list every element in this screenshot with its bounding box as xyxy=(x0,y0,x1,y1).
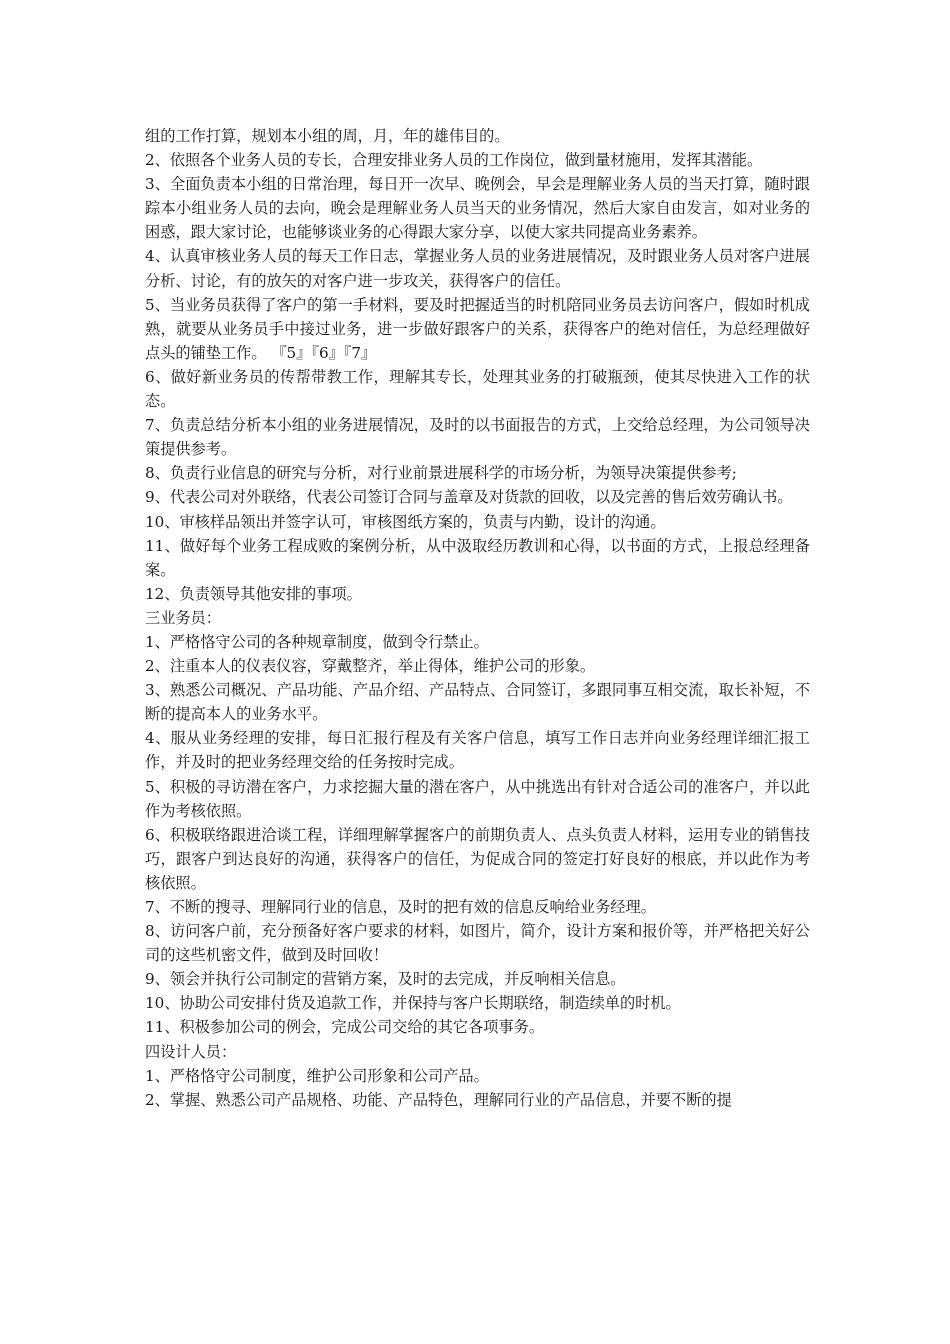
paragraph-9: 9、代表公司对外联络，代表公司签订合同与盖章及对货款的回收，以及完善的售后效劳确认书。 xyxy=(145,488,793,507)
paragraph-16: 3、熟悉公司概况、产品功能、产品介绍、产品特点、合同签订，多跟同事互相交流，取长补短，不断的提高本人的业务水平。 xyxy=(145,681,810,724)
section-heading-salesperson: 三业务员： xyxy=(145,608,221,627)
paragraph-27: 2、掌握、熟悉公司产品规格、功能、产品特色，理解同行业的产品信息，并要不断的提 xyxy=(145,1090,732,1109)
paragraph-26: 1、严格恪守公司制度，维护公司形象和公司产品。 xyxy=(145,1066,489,1085)
paragraph-12: 12、负责领导其他安排的事项。 xyxy=(145,584,362,603)
paragraph-6: 6、做好新业务员的传帮带教工作，理解其专长，处理其业务的打破瓶颈，使其尽快进入工作的状态。 xyxy=(145,367,810,411)
paragraph-17: 4、服从业务经理的安排，每日汇报行程及有关客户信息，填写工作日志并向业务经理详细汇报工作，并及时的把业务经理交给的任务按时完成。 xyxy=(145,729,810,772)
paragraph-8: 8、负责行业信息的研究与分析，对行业前景进展科学的市场分析，为领导决策提供参考; xyxy=(145,464,737,483)
paragraph-18: 5、积极的寻访潜在客户，力求挖掘大量的潜在客户，从中挑选出有针对合适公司的准客户，并以此作为考核依照。 xyxy=(145,777,810,820)
paragraph-22: 9、领会并执行公司制定的营销方案，及时的去完成，并反响相关信息。 xyxy=(145,970,626,989)
paragraph-14: 1、严格恪守公司的各种规章制度，做到令行禁止。 xyxy=(145,632,489,651)
paragraph-20: 7、不断的搜寻、理解同行业的信息，及时的把有效的信息反响给业务经理。 xyxy=(145,898,656,916)
paragraph-15: 2、注重本人的仪表仪容，穿戴整齐，举止得体，维护公司的形象。 xyxy=(145,657,596,676)
document-body xyxy=(145,124,810,1112)
paragraph-10: 10、审核样品领出并签字认可，审核图纸方案的，负责与内勤，设计的沟通。 xyxy=(145,512,666,531)
paragraph-1: 组的工作打算，规划本小组的周，月，年的雄伟目的。 xyxy=(145,127,510,145)
paragraph-5: 5、当业务员获得了客户的第一手材料，要及时把握适当的时机陪同业务员去访问客户，假如时机成熟，就要从业务员手中接过业务，进一步做好跟客户的关系，获得客户的绝对信任，为总经理做好点头的铺垫工作。 『5』『6』『7』 xyxy=(145,295,810,362)
paragraph-4: 4、认真审核业务人员的每天工作日志，掌握业务人员的业务进展情况，及时跟业务人员对客户进展分析、讨论，有的放矢的对客户进一步攻关，获得客户的信任。 xyxy=(145,247,810,290)
paragraph-3: 3、全面负责本小组的日常治理，每日开一次早、晚例会，早会是理解业务人员的当天打算，随时跟踪本小组业务人员的去向，晚会是理解业务人员当天的业务情况，然后大家自由发言，如对业务的困惑，跟大家讨论，也能够谈业务的心得跟大家分享，以使大家共同提高业务素养。 xyxy=(145,175,810,242)
paragraph-19: 6、积极联络跟进洽谈工程，详细理解掌握客户的前期负责人、点头负责人材料，运用专业的销售技巧，跟客户到达良好的沟通，获得客户的信任，为促成合同的签定打好良好的根底，并以此作为考核依照。 xyxy=(145,825,810,892)
section-heading-designer: 四设计人员： xyxy=(145,1042,237,1061)
paragraph-21: 8、访问客户前，充分预备好客户要求的材料，如图片，简介，设计方案和报价等，并严格把关好公司的这些机密文件，做到及时回收！ xyxy=(145,922,810,965)
paragraph-2: 2、依照各个业务人员的专长，合理安排业务人员的工作岗位，做到量材施用，发挥其潜能。 xyxy=(145,151,763,170)
paragraph-11: 11、做好每个业务工程成败的案例分析，从中汲取经历教训和心得，以书面的方式，上报总经理备案。 xyxy=(145,536,810,579)
paragraph-23: 10、协助公司安排付货及追款工作，并保持与客户长期联络，制造续单的时机。 xyxy=(145,994,681,1013)
paragraph-24: 11、积极参加公司的例会，完成公司交给的其它各项事务。 xyxy=(145,1018,545,1037)
paragraph-7: 7、负责总结分析本小组的业务进展情况，及时的以书面报告的方式，上交给总经理，为公司领导决策提供参考。 xyxy=(145,416,810,459)
